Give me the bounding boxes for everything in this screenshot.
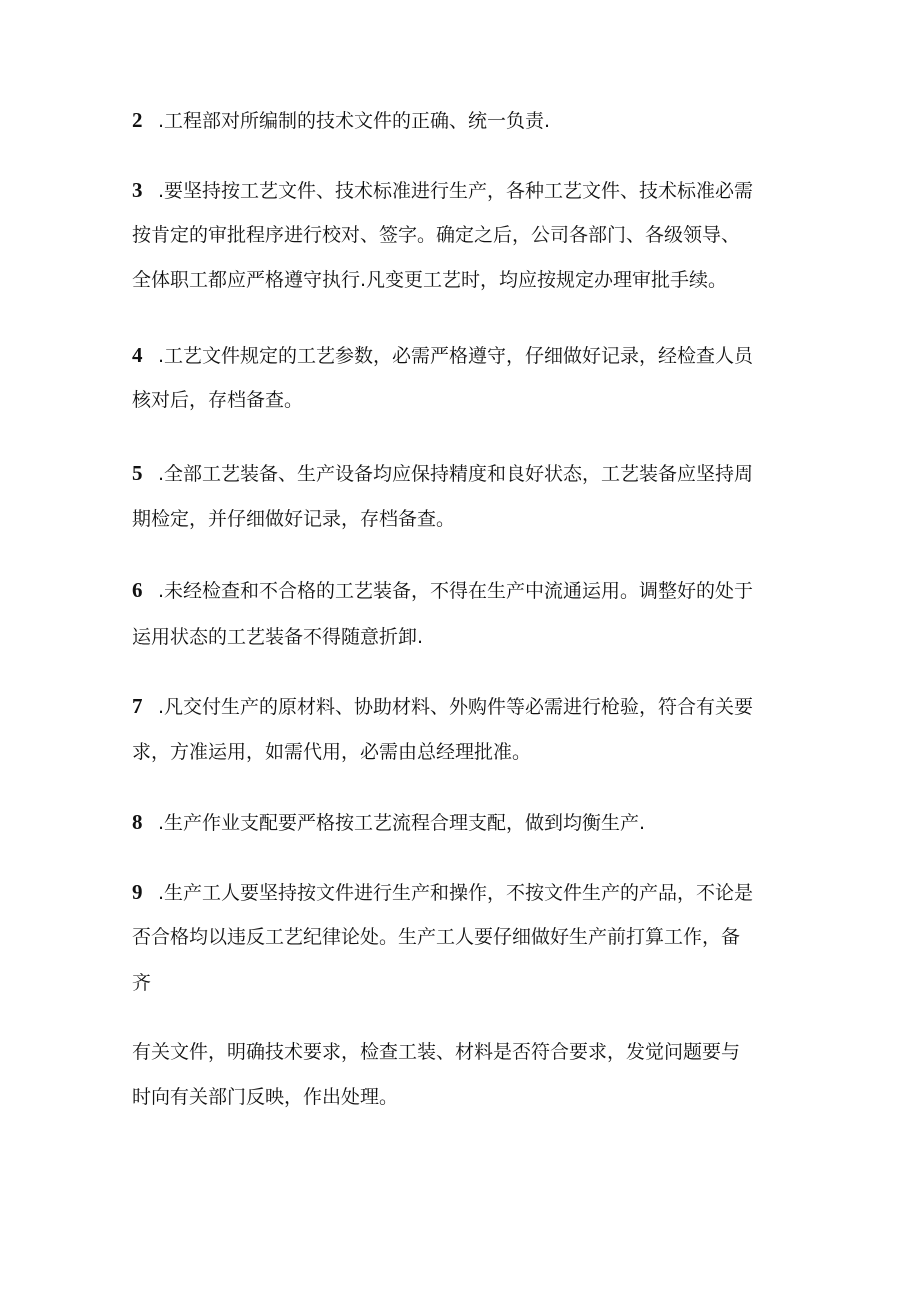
item-text: .工程部对所编制的技术文件的正确、统一负责. xyxy=(158,110,551,132)
text-line: 有关文件，明确技术要求，检查工装、材料是否符合要求，发觉问题要与 xyxy=(132,1041,741,1063)
text-line xyxy=(132,178,753,202)
text-line xyxy=(132,694,753,718)
text-line: 按肯定的审批程序进行校对、签字。确定之后，公司各部门、各级领导、 xyxy=(132,224,741,246)
text-line: 齐 xyxy=(132,972,152,994)
item-text: .要坚持按工艺文件、技术标准进行生产，各种工艺文件、技术标准必需 xyxy=(158,180,754,202)
text-line: 全体职工都应严格遵守执行.凡变更工艺时，均应按规定办理审批手续。 xyxy=(132,269,728,291)
text-line xyxy=(132,578,753,602)
text-line xyxy=(132,810,645,834)
text-line xyxy=(132,880,753,904)
item-text: .未经检查和不合格的工艺装备，不得在生产中流通运用。调整好的处于 xyxy=(158,580,754,602)
text-line xyxy=(132,108,550,132)
item-text: .全部工艺装备、生产设备均应保持精度和良好状态，工艺装备应坚持周 xyxy=(158,463,754,485)
item-number: 4 xyxy=(132,343,143,367)
item-number: 5 xyxy=(132,461,143,485)
item-text: .凡交付生产的原材料、协助材料、外购件等必需进行枪验，符合有关要 xyxy=(158,696,754,718)
text-line: 核对后，存档备查。 xyxy=(132,389,304,411)
item-text: .生产作业支配要严格按工艺流程合理支配，做到均衡生产. xyxy=(158,812,646,834)
item-number: 6 xyxy=(132,578,143,602)
text-line: 否合格均以违反工艺纪律论处。生产工人要仔细做好生产前打算工作，备 xyxy=(132,926,741,948)
item-number: 8 xyxy=(132,810,143,834)
text-line: 时向有关部门反映，作出处理。 xyxy=(132,1086,399,1108)
text-line xyxy=(132,461,753,485)
text-line: 期检定，并仔细做好记录，存档备查。 xyxy=(132,508,456,530)
item-number: 3 xyxy=(132,178,143,202)
text-line: 求，方准运用，如需代用，必需由总经理批准。 xyxy=(132,741,532,763)
item-number: 9 xyxy=(132,880,143,904)
item-text: .工艺文件规定的工艺参数，必需严格遵守，仔细做好记录，经检查人员 xyxy=(158,345,754,367)
text-line: 运用状态的工艺装备不得随意折卸. xyxy=(132,626,424,648)
item-number: 7 xyxy=(132,694,143,718)
item-text: .生产工人要坚持按文件进行生产和操作，不按文件生产的产品，不论是 xyxy=(158,882,754,904)
text-line xyxy=(132,343,753,367)
item-number: 2 xyxy=(132,108,143,132)
